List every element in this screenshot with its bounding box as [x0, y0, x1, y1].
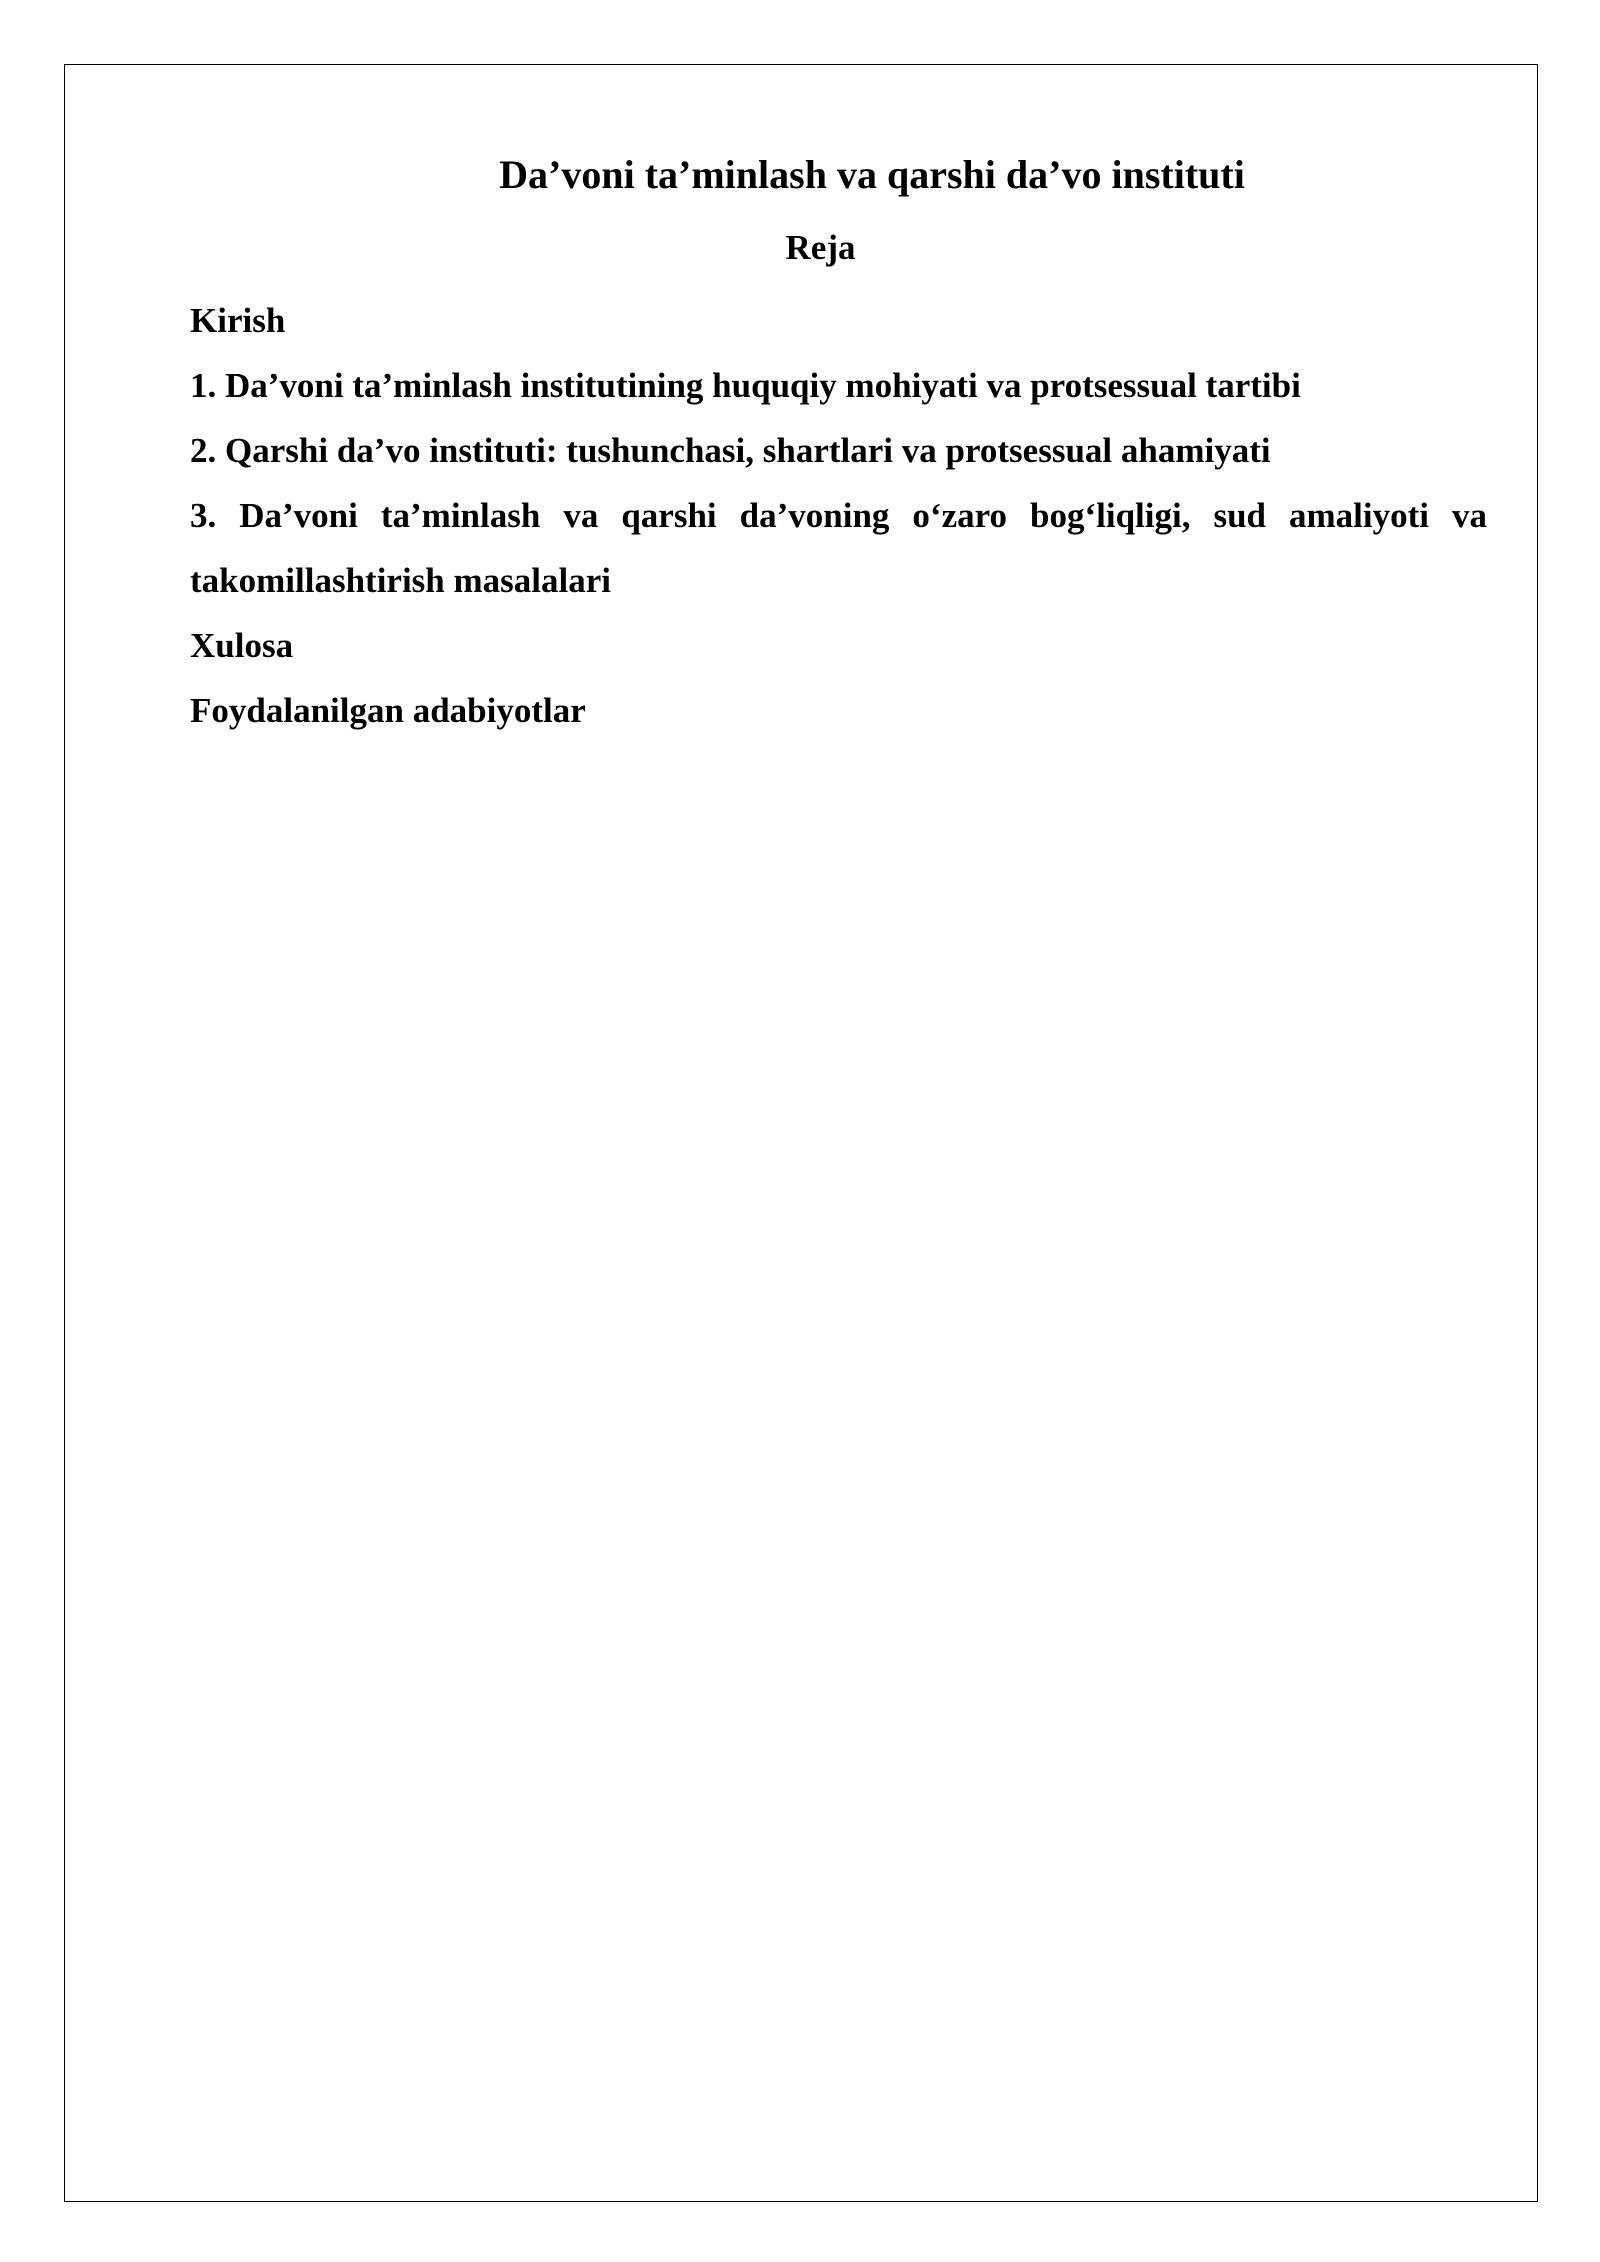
plan-item-2: 2. Qarshi da’vo instituti: tushunchasi, shartlari va protsessual ahamiyati	[190, 431, 1271, 470]
plan-item-3: 3. Da’voni ta’minlash va qarshi da’voning o‘zaro bog‘liqligi, sud amaliyoti va takomillashtirish masalalari	[190, 496, 1487, 600]
plan-heading: Reja	[785, 228, 856, 267]
plan-item-references: Foydalanilgan adabiyotlar	[190, 691, 586, 730]
plan-item-1: 1. Da’voni ta’minlash institutining huquqiy mohiyati va protsessual tartibi	[190, 366, 1301, 405]
plan-item-introduction: Kirish	[190, 301, 286, 340]
plan-list	[190, 288, 1487, 743]
plan-item-conclusion: Xulosa	[190, 626, 294, 665]
document-title: Da’voni ta’minlash va qarshi da’vo instituti	[499, 152, 1245, 197]
